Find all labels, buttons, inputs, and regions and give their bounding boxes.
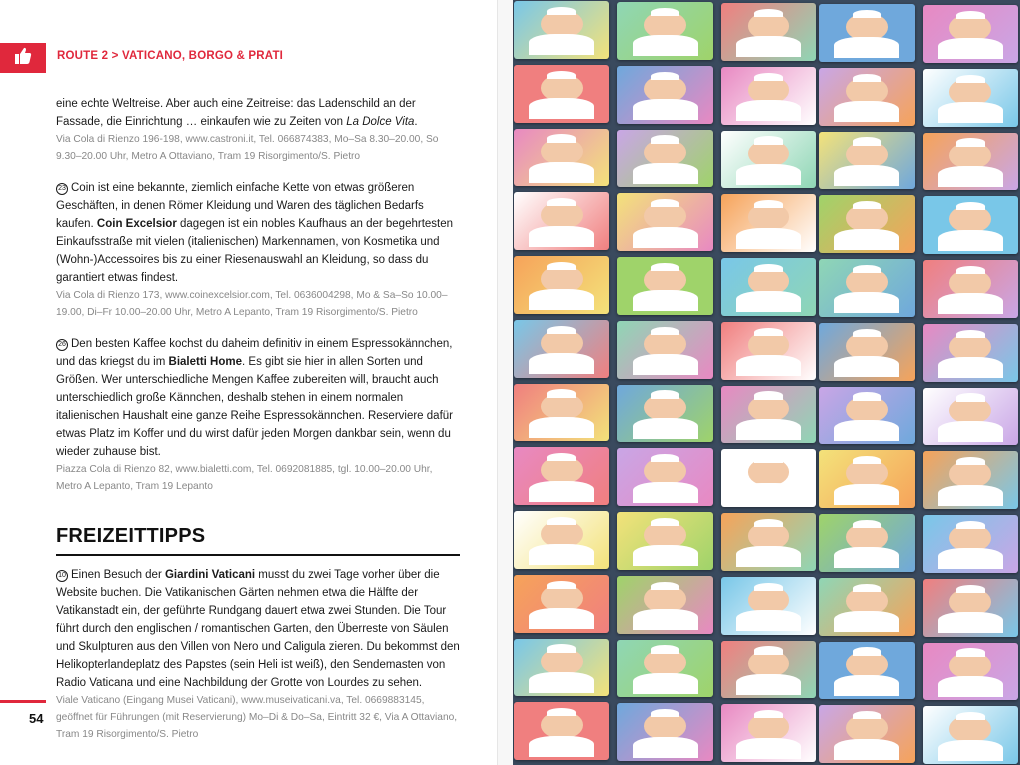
entry-number-badge: 23: [56, 183, 68, 195]
book-gutter: [497, 0, 513, 765]
entry-info: Piazza Cola di Rienzo 82, www.bialetti.com, Tel. 0692081885, tgl. 10.00–20.00 Uhr, Metro A Lepanto, Tram 19 Lepanto: [56, 464, 433, 492]
souvenir-magnet: [514, 702, 609, 760]
souvenir-magnet: [617, 321, 712, 379]
entry-paragraph: 10 Einen Besuch der Giardini Vaticani musst du zwei Tage vorher über die Website buchen. Die Vatikanischen Gärten nehmen etwa die Hälfte der Vatikanstadt ein, der geführte Rundgang dauert etwa zwei Stunden. Die Tour führt durch den englischen / romantischen Garten, den Überreste von Säulen und Skulpturen aus den Villen von Nero und Caligula zieren. Du bekommst den Helikopterlandeplatz des Papstes (sein Heli ist weiß), den Sendemasten von Radio Vaticana und eine Nachbildung der Grotte von Lourdes zu sehen.: [56, 569, 460, 689]
souvenir-magnet: [617, 703, 712, 761]
place-name: Giardini Vaticani: [164, 569, 256, 581]
left-page: [0, 0, 497, 765]
souvenir-magnet: [617, 66, 712, 124]
souvenir-magnet: [514, 320, 609, 378]
souvenir-magnet: [721, 131, 816, 189]
souvenir-magnet: [819, 578, 914, 636]
entry-info: Via Cola di Rienzo 173, www.coinexcelsior.com, Tel. 0636004298, Mo & Sa–So 10.00–19.00, Di–Fr 10.00–20.00 Uhr, Metro A Lepanto, Tram 19 Risorgimento/S. Pietro: [56, 290, 448, 318]
souvenir-magnet: [923, 579, 1018, 637]
shop-name: Coin Excelsior: [96, 218, 177, 230]
souvenir-magnet: [721, 322, 816, 380]
intro-paragraph: eine echte Weltreise. Aber auch eine Zeitreise: das Ladenschild an der Fassade, die Einrichtung … einkaufen wie zu Zeiten von La Dolce Vita.: [56, 98, 418, 128]
souvenir-magnet: [819, 514, 914, 572]
souvenir-magnet: [721, 3, 816, 61]
souvenir-magnet: [617, 130, 712, 188]
souvenir-magnet: [923, 69, 1018, 127]
souvenir-magnet: [923, 260, 1018, 318]
souvenir-magnet: [721, 641, 816, 699]
souvenir-magnet: [819, 642, 914, 700]
souvenir-magnet: [819, 195, 914, 253]
thumbs-up-icon: [13, 46, 33, 71]
souvenir-magnet: [819, 132, 914, 190]
page-number: 54: [29, 711, 44, 726]
souvenir-magnet: [514, 192, 609, 250]
route-tab: [0, 43, 46, 73]
souvenir-magnet: [514, 447, 609, 505]
souvenir-magnet: [721, 704, 816, 762]
souvenir-magnet: [923, 5, 1018, 63]
souvenir-magnet: [514, 129, 609, 187]
souvenir-magnet: [923, 515, 1018, 573]
souvenir-magnet: [617, 448, 712, 506]
souvenir-magnet: [617, 576, 712, 634]
souvenir-magnet: [617, 640, 712, 698]
souvenir-magnet: [819, 387, 914, 445]
intro-info: Via Cola di Rienzo 196-198, www.castroni.it, Tel. 066874383, Mo–Sa 8.30–20.00, So 9.30–20.00 Uhr, Metro A Ottaviano, Tram 19 Risorgimento/S. Pietro: [56, 134, 439, 162]
page-content: [56, 95, 460, 757]
route-label: ROUTE 2 > VATICANO, BORGO & PRATI: [57, 50, 284, 62]
souvenir-magnet: [923, 643, 1018, 701]
souvenir-magnet: [819, 450, 914, 508]
souvenir-magnet: [819, 705, 914, 763]
souvenir-magnet: [923, 706, 1018, 764]
souvenir-magnet: [923, 451, 1018, 509]
souvenir-magnet: [514, 1, 609, 59]
entry-paragraph: 23 Coin ist eine bekannte, ziemlich einfache Kette von etwas größeren Geschäften, in denen Römer Kleidung und Waren des täglichen Bedarfs kaufen. Coin Excelsior dagegen ist ein nobles Kaufhaus an der begehrtesten Einkaufsstraße mit vielen (italienischen) Markennamen, von Kosmetika und (Wohn-)Accessoires bis zu einer Riesenauswahl an Kleidung, so dass du garantiert etwas findest.: [56, 182, 454, 284]
souvenir-magnet: [721, 258, 816, 316]
film-title: La Dolce Vita: [346, 116, 415, 128]
souvenir-magnet: [617, 512, 712, 570]
souvenir-magnet: [617, 2, 712, 60]
souvenir-magnet: [923, 388, 1018, 446]
souvenir-magnet: [617, 257, 712, 315]
section-heading: FREIZEITTIPPS: [56, 525, 460, 556]
souvenir-magnet: [721, 67, 816, 125]
shop-name: Bialetti Home: [168, 356, 243, 368]
souvenir-magnet: [819, 4, 914, 62]
souvenir-magnet: [721, 577, 816, 635]
souvenir-magnet: [923, 196, 1018, 254]
souvenir-magnet: [721, 194, 816, 252]
souvenir-magnet: [514, 511, 609, 569]
page-number-line: [0, 700, 46, 703]
souvenir-magnet: [514, 256, 609, 314]
souvenir-magnet: [721, 386, 816, 444]
souvenir-magnet: [617, 193, 712, 251]
entry-number-badge: 26: [56, 339, 68, 351]
souvenir-magnet: [721, 449, 816, 507]
souvenir-magnet: [819, 259, 914, 317]
souvenir-magnet: [514, 575, 609, 633]
souvenir-magnet: [514, 639, 609, 697]
souvenir-magnet: [617, 385, 712, 443]
entry-paragraph: 26 Den besten Kaffee kochst du daheim definitiv in einem Espressokännchen, und das kriegst du im Bialetti Home. Es gibt sie hier in allen Sorten und Größen. Wer unterschiedliche Mengen Kaffee zubereiten will, braucht auch unterschiedlich große Kännchen, deshalb stehen in einem normalen italienischen Haushalt eine ganze Reihe Espressokännchen. Reserviere dafür etwas Platz im Koffer und du wirst dafür jeden Morgen dankbar sein, wenn du wieder zuhause bist.: [56, 338, 453, 458]
souvenir-magnet: [923, 324, 1018, 382]
souvenir-magnets-photo: [513, 0, 1020, 765]
souvenir-magnet: [923, 133, 1018, 191]
souvenir-magnet: [514, 384, 609, 442]
souvenir-magnet: [819, 68, 914, 126]
souvenir-magnet: [721, 513, 816, 571]
entry-number-badge: 10: [56, 570, 68, 582]
entry-info: Viale Vaticano (Eingang Musei Vaticani), www.museivaticani.va, Tel. 0669883145, geöffnet für Führungen (mit Reservierung) Mo–Di & Do–Sa, Eintritt 32 €, Via A Ottaviano, Tram 19 Risorgimento/S. Pietro: [56, 695, 458, 740]
souvenir-magnet: [819, 323, 914, 381]
souvenir-magnet: [514, 65, 609, 123]
